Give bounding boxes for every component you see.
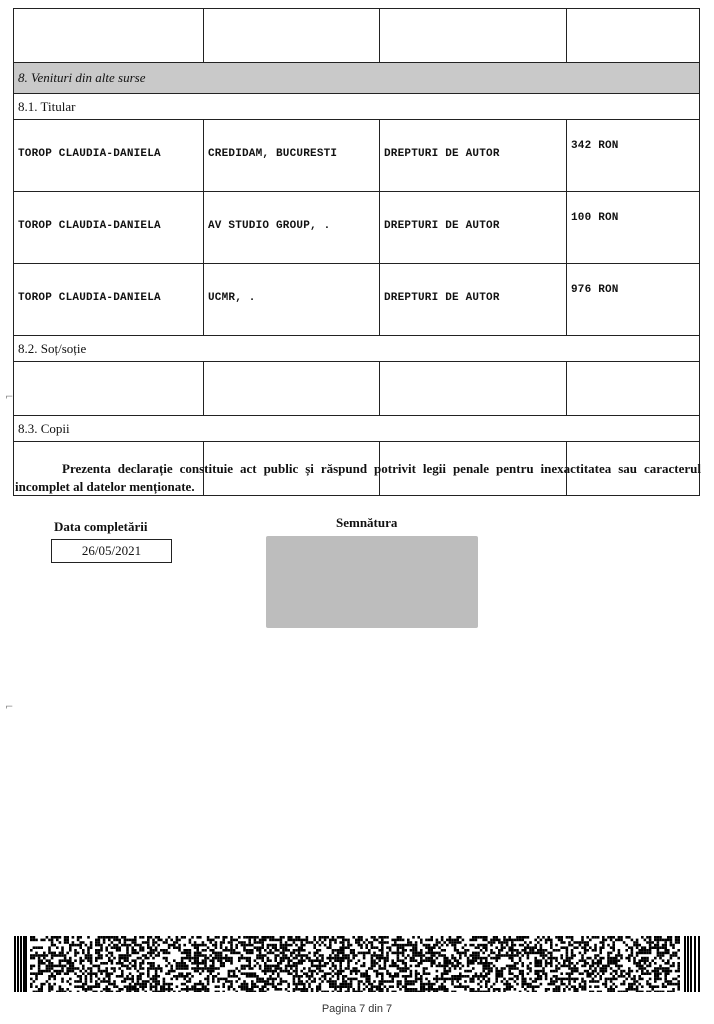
empty-cell	[567, 362, 700, 416]
scan-mark: ⌐	[5, 392, 14, 403]
income-source: UCMR, .	[204, 264, 380, 336]
service-type: DREPTURI DE AUTOR	[380, 192, 567, 264]
income-table	[13, 8, 700, 496]
holder-name: TOROP CLAUDIA-DANIELA	[14, 192, 204, 264]
subsection-row	[14, 94, 700, 120]
subsection-row	[14, 336, 700, 362]
service-type: DREPTURI DE AUTOR	[380, 264, 567, 336]
titular-label: 8.1. Titular	[14, 94, 700, 120]
holder-name: TOROP CLAUDIA-DANIELA	[14, 120, 204, 192]
income-amount: 976 RON	[567, 264, 700, 336]
income-source: AV STUDIO GROUP, .	[204, 192, 380, 264]
table-row	[14, 264, 700, 336]
section-title: 8. Venituri din alte surse	[14, 63, 700, 94]
legal-statement: Prezenta declarație constituie act public și răspund potrivit legii penale pentru inexactitatea sau caracterul incomplet al datelor menționate.	[15, 461, 701, 494]
income-amount: 100 RON	[567, 192, 700, 264]
income-source: CREDIDAM, BUCURESTI	[204, 120, 380, 192]
holder-name: TOROP CLAUDIA-DANIELA	[14, 264, 204, 336]
empty-cell	[14, 362, 204, 416]
table-row	[14, 120, 700, 192]
barcode-image	[14, 936, 702, 992]
empty-cell	[204, 9, 380, 63]
empty-row	[14, 9, 700, 63]
income-amount: 342 RON	[567, 120, 700, 192]
signature-label: Semnătura	[336, 515, 398, 530]
table-row	[14, 192, 700, 264]
empty-row	[14, 362, 700, 416]
empty-cell	[567, 9, 700, 63]
service-type: DREPTURI DE AUTOR	[380, 120, 567, 192]
empty-cell	[380, 362, 567, 416]
empty-cell	[204, 362, 380, 416]
section-header-row	[14, 63, 700, 94]
date-label: Data completării	[54, 519, 148, 534]
subsection-row	[14, 416, 700, 442]
scan-mark: ⌐	[5, 702, 14, 713]
empty-cell	[14, 9, 204, 63]
date-field	[51, 539, 172, 563]
empty-cell	[380, 9, 567, 63]
signature-redacted-box	[266, 536, 478, 628]
page-number: Pagina 7 din 7	[321, 1003, 393, 1015]
date-value: 26/05/2021	[81, 543, 142, 558]
children-label: 8.3. Copii	[14, 416, 700, 442]
spouse-label: 8.2. Soț/soție	[14, 336, 700, 362]
